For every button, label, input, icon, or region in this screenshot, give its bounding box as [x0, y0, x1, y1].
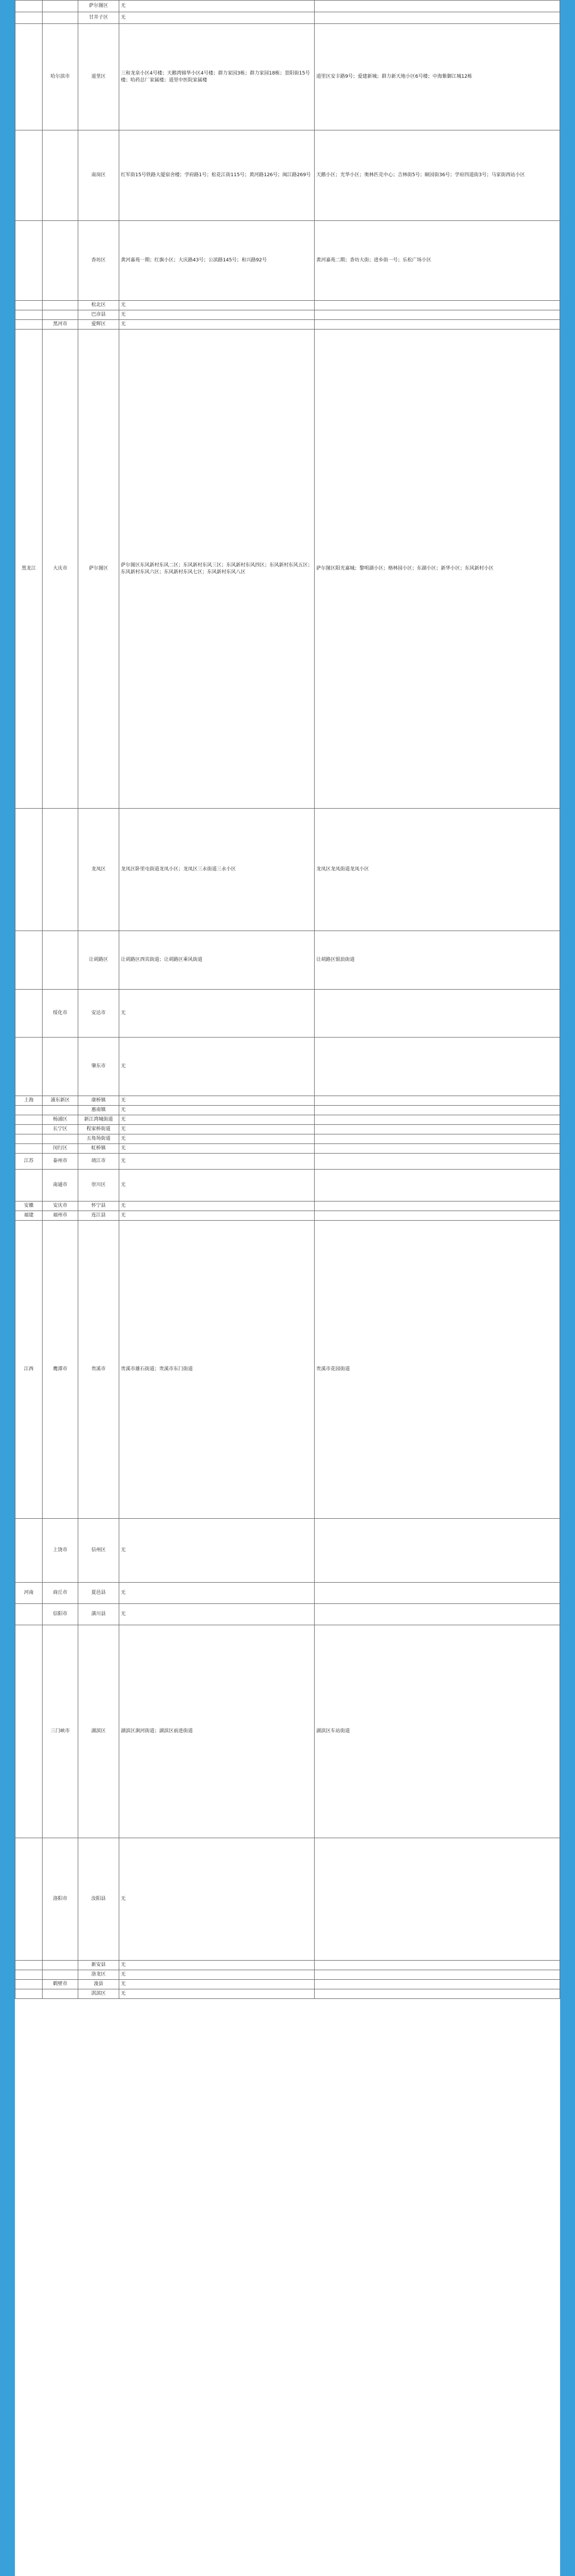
province-cell: 黑龙江 — [15, 330, 43, 809]
city-cell: 杨浦区 — [43, 1115, 78, 1125]
high-risk-cell: 无 — [119, 1989, 315, 1999]
table-row — [15, 330, 560, 809]
province-cell — [15, 1604, 43, 1625]
medium-risk-cell — [315, 310, 560, 320]
district-cell: 夏邑县 — [78, 1583, 119, 1604]
city-cell — [43, 1, 78, 12]
city-cell: 哈尔滨市 — [43, 24, 78, 130]
high-risk-cell: 无 — [119, 1096, 315, 1106]
high-risk-cell: 萨尔图区东风新村东风二区；东风新村东风三区；东风新村东风四区；东风新村东风五区；东风新村东风六区；东风新村东风七区；东风新村东风八区 — [119, 330, 315, 809]
province-cell — [15, 1170, 43, 1201]
district-cell: 汝阳县 — [78, 1838, 119, 1961]
medium-risk-cell — [315, 1, 560, 12]
city-cell: 上饶市 — [43, 1519, 78, 1583]
high-risk-cell: 无 — [119, 1970, 315, 1980]
district-cell: 南岗区 — [78, 130, 119, 221]
table-row — [15, 1038, 560, 1096]
high-risk-cell: 黄河嘉苑一期；红旗小区；大庆路43号；公滨路145号；和兴路92号 — [119, 221, 315, 301]
district-cell: 香坊区 — [78, 221, 119, 301]
city-cell: 大庆市 — [43, 330, 78, 809]
table-row — [15, 1519, 560, 1583]
city-cell — [43, 809, 78, 931]
province-cell — [15, 301, 43, 310]
province-cell — [15, 1106, 43, 1115]
city-cell: 黑河市 — [43, 320, 78, 330]
medium-risk-cell — [315, 1170, 560, 1201]
high-risk-cell: 贵溪市雄石街道；贵溪市东门街道 — [119, 1221, 315, 1519]
city-cell: 福州市 — [43, 1211, 78, 1221]
medium-risk-cell: 龙凤区龙凤街道龙凤小区 — [315, 809, 560, 931]
city-cell — [43, 1970, 78, 1980]
table-row — [15, 1838, 560, 1961]
high-risk-cell: 无 — [119, 1980, 315, 1989]
medium-risk-cell — [315, 1583, 560, 1604]
table-row — [15, 221, 560, 301]
province-cell — [15, 24, 43, 130]
city-cell — [43, 1038, 78, 1096]
table-row — [15, 1980, 560, 1989]
province-cell — [15, 1980, 43, 1989]
district-cell: 安达市 — [78, 990, 119, 1038]
city-cell — [43, 310, 78, 320]
city-cell — [43, 130, 78, 221]
province-cell — [15, 1989, 43, 1999]
province-cell — [15, 1, 43, 12]
district-cell: 肇东市 — [78, 1038, 119, 1096]
medium-risk-cell — [315, 1154, 560, 1170]
province-cell — [15, 809, 43, 931]
city-cell: 三门峡市 — [43, 1625, 78, 1838]
city-cell: 长宁区 — [43, 1125, 78, 1134]
table-row — [15, 931, 560, 990]
district-cell: 贵溪市 — [78, 1221, 119, 1519]
district-cell: 让胡路区 — [78, 931, 119, 990]
high-risk-cell: 无 — [119, 1134, 315, 1144]
district-cell: 龙凤区 — [78, 809, 119, 931]
high-risk-cell: 红军街15号铁路大厦宿舍楼；学府路1号；松花江街115号；黄河路126号；闽江路269号 — [119, 130, 315, 221]
high-risk-cell: 龙凤区卧里屯街道龙凤小区；龙凤区三永街道三永小区 — [119, 809, 315, 931]
table-row — [15, 1201, 560, 1211]
province-cell: 江西 — [15, 1221, 43, 1519]
high-risk-cell: 无 — [119, 990, 315, 1038]
risk-area-table — [15, 0, 560, 1999]
high-risk-cell: 无 — [119, 12, 315, 24]
high-risk-cell: 无 — [119, 1961, 315, 1970]
city-cell: 洛阳市 — [43, 1838, 78, 1961]
city-cell — [43, 931, 78, 990]
district-cell: 靖江市 — [78, 1154, 119, 1170]
city-cell: 鹤壁市 — [43, 1980, 78, 1989]
district-cell: 萨尔图区 — [78, 330, 119, 809]
medium-risk-cell — [315, 1989, 560, 1999]
province-cell — [15, 1125, 43, 1134]
table-row — [15, 130, 560, 221]
city-cell — [43, 1106, 78, 1115]
table-row — [15, 1144, 560, 1154]
high-risk-cell: 无 — [119, 1115, 315, 1125]
high-risk-cell: 无 — [119, 1583, 315, 1604]
medium-risk-cell — [315, 320, 560, 330]
medium-risk-cell — [315, 1519, 560, 1583]
city-cell — [43, 301, 78, 310]
table-row — [15, 809, 560, 931]
district-cell: 甘井子区 — [78, 12, 119, 24]
district-cell: 洛龙区 — [78, 1970, 119, 1980]
table-row — [15, 990, 560, 1038]
province-cell — [15, 12, 43, 24]
city-cell: 绥化市 — [43, 990, 78, 1038]
high-risk-cell: 无 — [119, 1106, 315, 1115]
province-cell — [15, 1134, 43, 1144]
city-cell: 泰州市 — [43, 1154, 78, 1170]
table-row — [15, 24, 560, 130]
high-risk-cell: 无 — [119, 1170, 315, 1201]
medium-risk-cell — [315, 1144, 560, 1154]
province-cell — [15, 990, 43, 1038]
city-cell — [43, 1961, 78, 1970]
high-risk-cell: 无 — [119, 1144, 315, 1154]
district-cell: 程家桥街道 — [78, 1125, 119, 1134]
medium-risk-cell — [315, 1125, 560, 1134]
medium-risk-cell — [315, 1970, 560, 1980]
district-cell: 松北区 — [78, 301, 119, 310]
table-row — [15, 1115, 560, 1125]
district-cell: 爱辉区 — [78, 320, 119, 330]
table-row — [15, 1154, 560, 1170]
district-cell: 信州区 — [78, 1519, 119, 1583]
table-row — [15, 1125, 560, 1134]
province-cell — [15, 1625, 43, 1838]
medium-risk-cell — [315, 1980, 560, 1989]
high-risk-cell: 无 — [119, 1519, 315, 1583]
medium-risk-cell — [315, 1038, 560, 1096]
district-cell: 惠南镇 — [78, 1106, 119, 1115]
district-cell: 浚县 — [78, 1980, 119, 1989]
high-risk-cell: 三和龙泉小区4号楼；天鹅湾锦华小区4号楼；群力家园3栋；群力家园18栋；景阳街15号楼；哈药总厂家属楼；道里中医院家属楼 — [119, 24, 315, 130]
province-cell — [15, 1144, 43, 1154]
table-row — [15, 1970, 560, 1980]
table-row — [15, 1583, 560, 1604]
district-cell: 潢川县 — [78, 1604, 119, 1625]
district-cell: 巴彦县 — [78, 310, 119, 320]
high-risk-cell: 无 — [119, 1211, 315, 1221]
table-row — [15, 301, 560, 310]
table-row — [15, 1604, 560, 1625]
province-cell — [15, 1970, 43, 1980]
city-cell — [43, 221, 78, 301]
province-cell — [15, 931, 43, 990]
table-row — [15, 1625, 560, 1838]
medium-risk-cell — [315, 1115, 560, 1125]
district-cell: 新安县 — [78, 1961, 119, 1970]
province-cell — [15, 1115, 43, 1125]
table-row — [15, 1096, 560, 1106]
risk-area-table-frame — [15, 0, 560, 2576]
medium-risk-cell: 道里区安丰路9号；爱建新城；群力新天地小区6号楼；中海紫御江城12栋 — [315, 24, 560, 130]
district-cell: 新江湾城街道 — [78, 1115, 119, 1125]
medium-risk-cell: 贵溪市花园街道 — [315, 1221, 560, 1519]
high-risk-cell: 湖滨区涧河街道；湖滨区前进街道 — [119, 1625, 315, 1838]
high-risk-cell: 无 — [119, 1201, 315, 1211]
high-risk-cell: 让胡路区西宾街道；让胡路区乘风街道 — [119, 931, 315, 990]
district-cell: 萨尔图区 — [78, 1, 119, 12]
high-risk-cell: 无 — [119, 310, 315, 320]
table-row — [15, 320, 560, 330]
city-cell — [43, 1134, 78, 1144]
city-cell — [43, 1989, 78, 1999]
table-row — [15, 12, 560, 24]
province-cell: 河南 — [15, 1583, 43, 1604]
province-cell: 上海 — [15, 1096, 43, 1106]
district-cell: 崇川区 — [78, 1170, 119, 1201]
province-cell — [15, 320, 43, 330]
province-cell — [15, 1838, 43, 1961]
province-cell: 安徽 — [15, 1201, 43, 1211]
medium-risk-cell — [315, 301, 560, 310]
medium-risk-cell — [315, 1106, 560, 1115]
province-cell: 福建 — [15, 1211, 43, 1221]
high-risk-cell: 无 — [119, 301, 315, 310]
medium-risk-cell: 黄河嘉苑二期；香坊大街；进乡街一号；乐松广场小区 — [315, 221, 560, 301]
medium-risk-cell — [315, 1961, 560, 1970]
medium-risk-cell — [315, 1211, 560, 1221]
high-risk-cell: 无 — [119, 320, 315, 330]
table-row — [15, 1106, 560, 1115]
high-risk-cell: 无 — [119, 1, 315, 12]
district-cell: 康桥镇 — [78, 1096, 119, 1106]
high-risk-cell: 无 — [119, 1838, 315, 1961]
medium-risk-cell — [315, 990, 560, 1038]
high-risk-cell: 无 — [119, 1125, 315, 1134]
district-cell: 淇滨区 — [78, 1989, 119, 1999]
table-row — [15, 310, 560, 320]
table-row — [15, 1170, 560, 1201]
medium-risk-cell — [315, 12, 560, 24]
medium-risk-cell — [315, 1604, 560, 1625]
table-row — [15, 1961, 560, 1970]
medium-risk-cell — [315, 1096, 560, 1106]
city-cell: 安庆市 — [43, 1201, 78, 1211]
table-row — [15, 1211, 560, 1221]
table-row — [15, 1221, 560, 1519]
medium-risk-cell: 湖滨区车站街道 — [315, 1625, 560, 1838]
medium-risk-cell — [315, 1838, 560, 1961]
medium-risk-cell — [315, 1201, 560, 1211]
high-risk-cell: 无 — [119, 1604, 315, 1625]
city-cell — [43, 12, 78, 24]
district-cell: 湖滨区 — [78, 1625, 119, 1838]
table-row — [15, 1, 560, 12]
province-cell — [15, 130, 43, 221]
province-cell: 江苏 — [15, 1154, 43, 1170]
city-cell: 南通市 — [43, 1170, 78, 1201]
medium-risk-cell: 天鹅小区；光华小区；奥林匹克中心；吉林街5号；颐园街36号；学府四道街3号；马家街西站小区 — [315, 130, 560, 221]
province-cell — [15, 1961, 43, 1970]
province-cell — [15, 310, 43, 320]
province-cell — [15, 1519, 43, 1583]
city-cell: 闵行区 — [43, 1144, 78, 1154]
medium-risk-cell: 让胡路区银浪街道 — [315, 931, 560, 990]
city-cell: 浦东新区 — [43, 1096, 78, 1106]
district-cell: 虹桥镇 — [78, 1144, 119, 1154]
city-cell: 信阳市 — [43, 1604, 78, 1625]
city-cell: 商丘市 — [43, 1583, 78, 1604]
province-cell — [15, 221, 43, 301]
high-risk-cell: 无 — [119, 1038, 315, 1096]
city-cell: 鹰潭市 — [43, 1221, 78, 1519]
province-cell — [15, 1038, 43, 1096]
district-cell: 五角场街道 — [78, 1134, 119, 1144]
district-cell: 怀宁县 — [78, 1201, 119, 1211]
table-row — [15, 1989, 560, 1999]
high-risk-cell: 无 — [119, 1154, 315, 1170]
medium-risk-cell — [315, 1134, 560, 1144]
medium-risk-cell: 萨尔图区阳光嘉城；黎明湖小区；格林园小区；东湖小区；新华小区；东风新村小区 — [315, 330, 560, 809]
district-cell: 连江县 — [78, 1211, 119, 1221]
table-row — [15, 1134, 560, 1144]
district-cell: 道里区 — [78, 24, 119, 130]
